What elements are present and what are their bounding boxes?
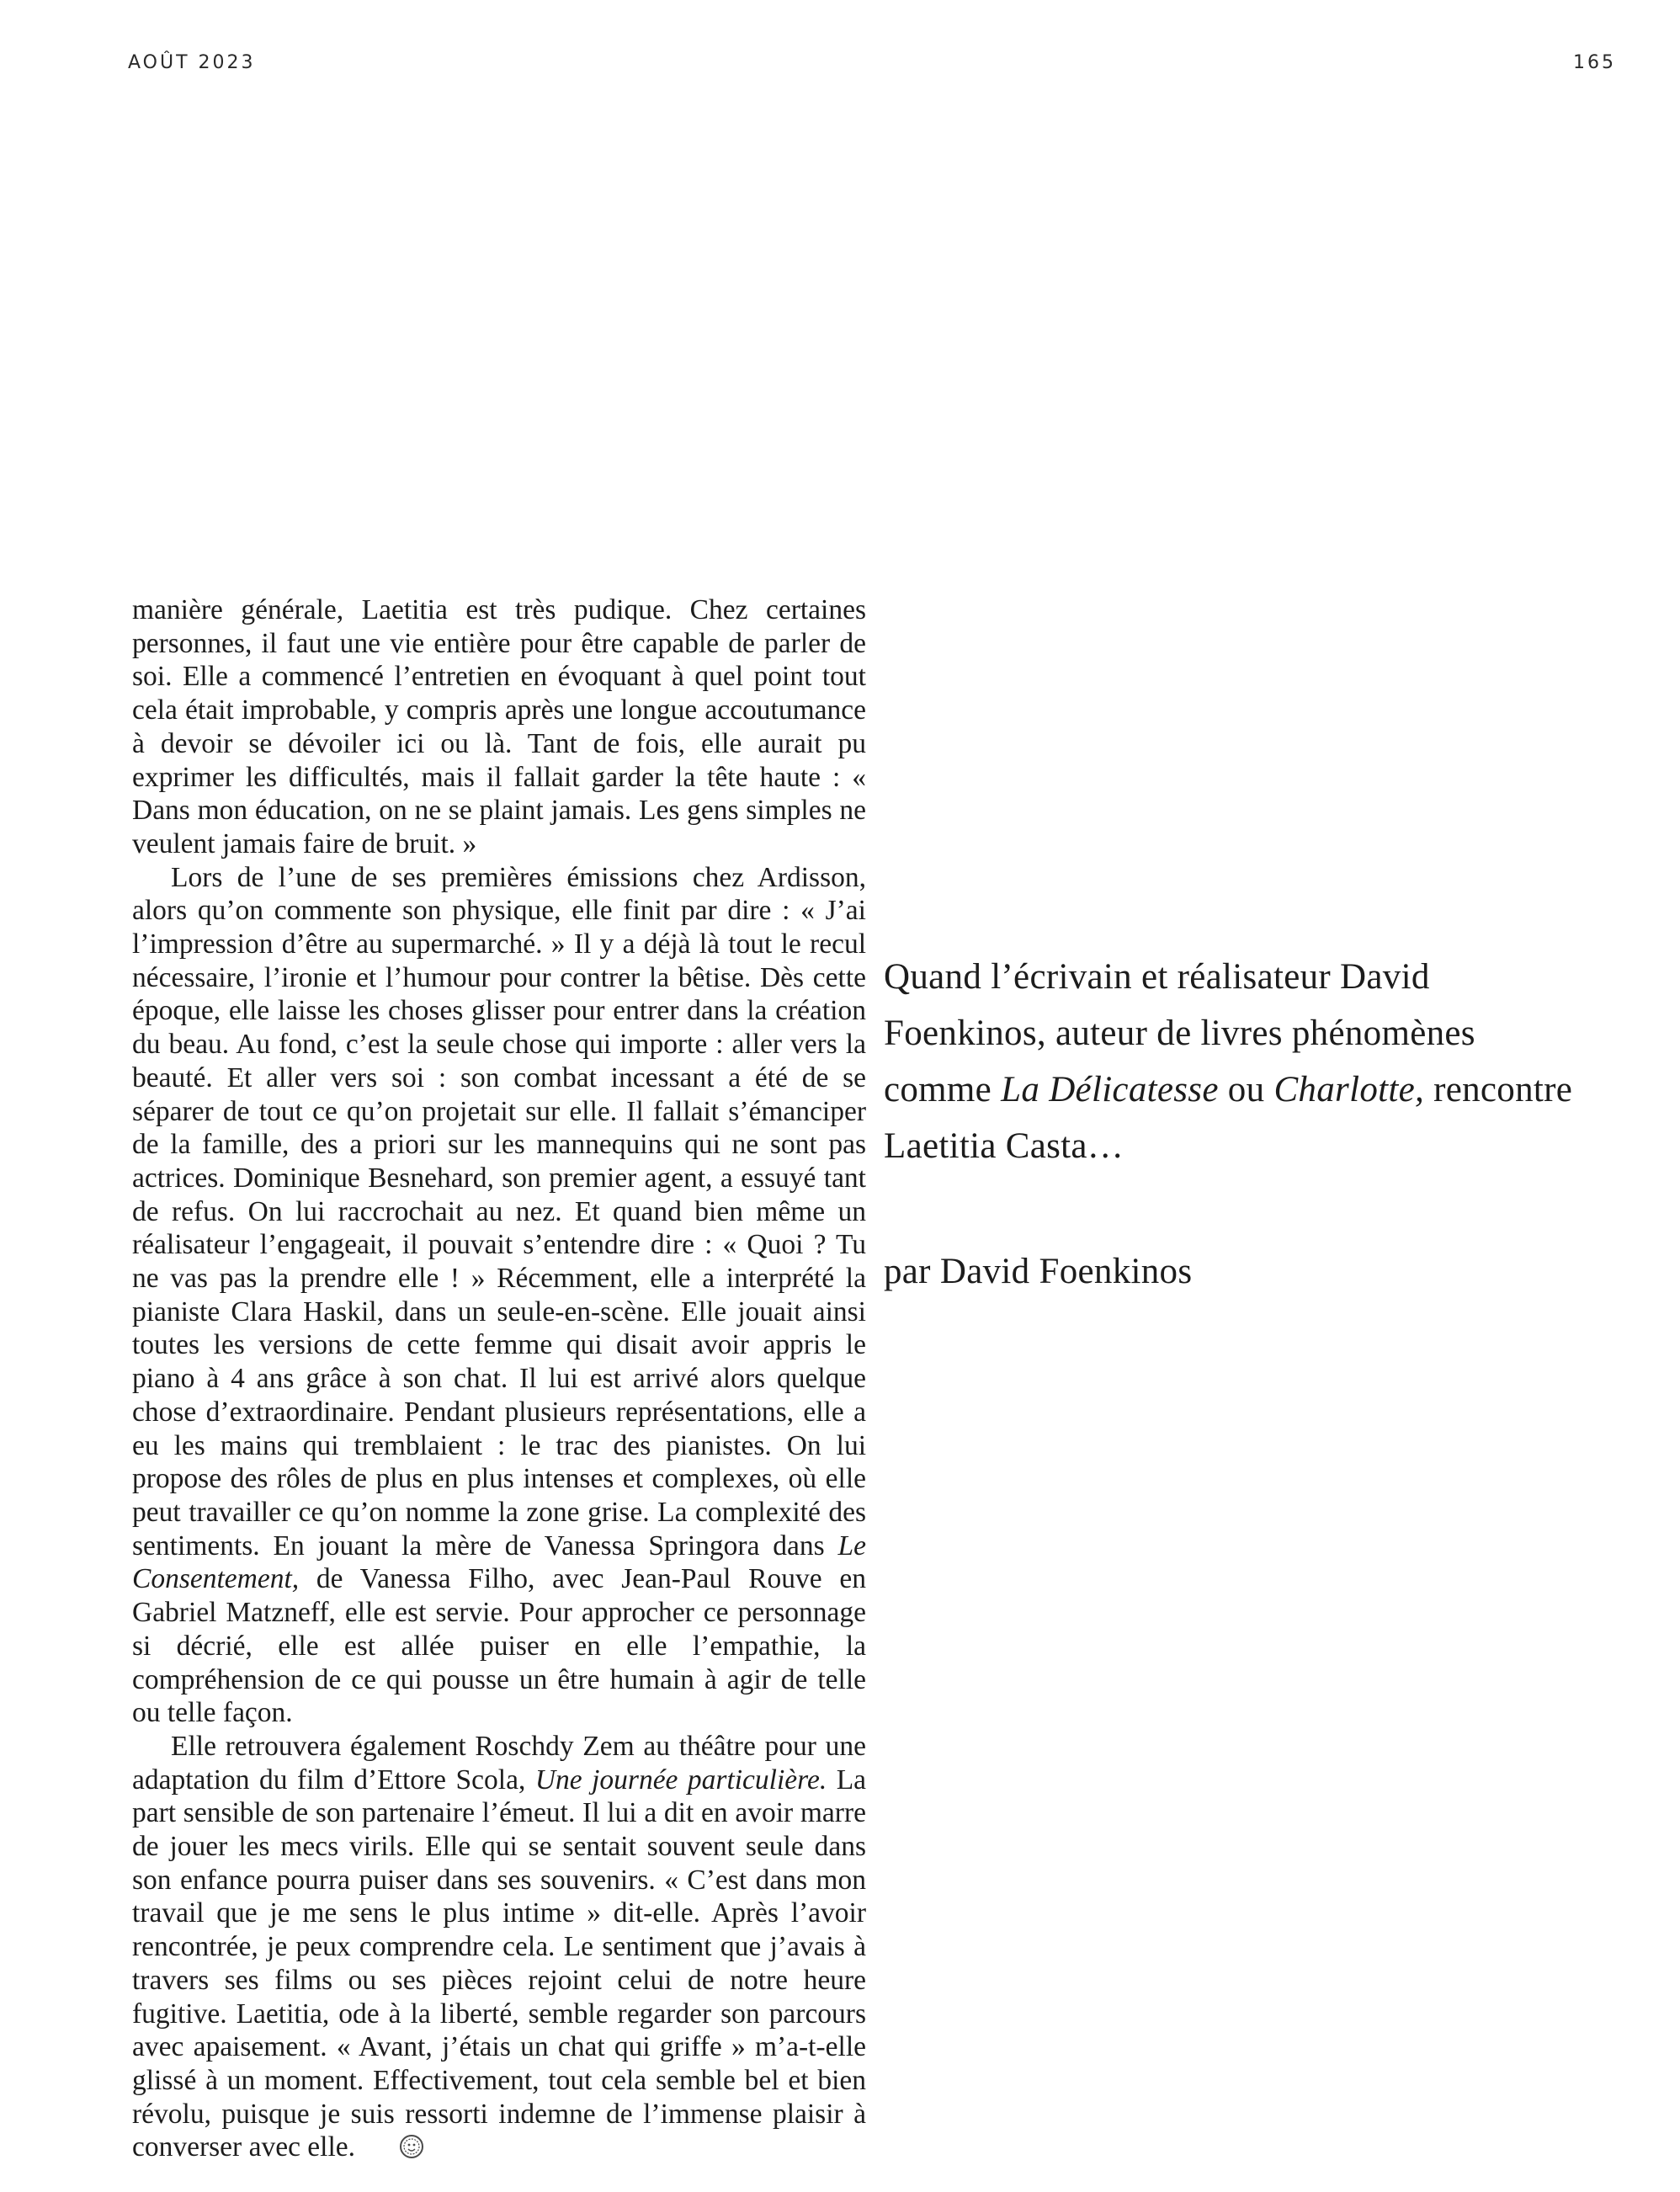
film-title: Une journée particulière. [534,1764,827,1796]
paragraph-text: Lors de l’une de ses premières émissions chez Ardisson, alors qu’on commente son physique, elle finit par dire : « J’ai l’impression d’être au supermarché. » Il y a déjà là tout le recul nécessaire, l’ironie et l’humour pour contrer la bêtise. Dès cette époque, elle laisse les choses glisser pour entrer dans la création du beau. Au fond, c’est la seule chose qui importe : aller vers la beauté. Et aller vers soi : son combat incessant a été de se séparer de tout ce qu’on projetait sur elle. Il fallait s’émanciper de la famille, des a priori sur les mannequins qui ne sont pas actrices. Dominique Besnehard, son premier agent, a essuyé tant de refus. On lui raccrochait au nez. Et quand bien même un réalisateur l’engageait, il pouvait s’entendre dire : « Quoi ? Tu ne vas pas la prendre elle ! » Récemment, elle a interprété la pianiste Clara Haskil, dans un seule-en-scène. Elle jouait ainsi toutes les versions de cette femme qui disait avoir appris le piano à 4 ans grâce à son chat. Il lui est arrivé alors quelque chose d’extraordinaire. Pendant plusieurs représentations, elle a eu les mains qui tremblaient : le trac des pianistes. On lui propose des rôles de plus en plus intenses et complexes, où elle peut travailler ce qu’on nomme la zone grise. La complexité des sentiments. En jouant la mère de Vanessa Springora dans [132,861,866,1562]
article-paragraph [132,861,866,1730]
film-title: Le Consentement, [132,1530,866,1595]
byline: par David Foenkinos [884,1252,1193,1291]
paragraph-text: Elle retrouvera également Roschdy Zem au théâtre pour une adaptation du film d’Ettore Scola, [132,1730,866,1796]
article-body [132,593,866,2164]
standfirst-segment: Quand l’écrivain et réalisateur David Foenkinos, auteur de livres phénomènes comme [884,957,1475,1109]
book-title: Charlotte, [1273,1070,1425,1109]
standfirst-segment: rencontre Laetitia Casta… [884,1070,1573,1166]
book-title: La Délicatesse [1001,1070,1219,1109]
paragraph-text: manière générale, Laetitia est très pudique. Chez certaines personnes, il faut une vie entière pour être capable de parler de soi. Elle a commencé l’entretien en évoquant à quel point tout cela était improbable, y compris après une longue accoutumance à devoir se dévoiler ici ou là. Tant de fois, elle aurait pu exprimer les difficultés, mais il fallait garder la tête haute : « Dans mon éducation, on ne se plaint jamais. Les gens simples ne veulent jamais faire de bruit. » [132,594,866,859]
page-number: 165 [1573,52,1616,73]
standfirst-text [884,949,1574,1174]
standfirst [884,949,1574,1174]
issue-date: AOÛT 2023 [128,52,256,73]
lion-emblem-icon [360,2134,385,2159]
article-paragraph [132,593,866,861]
paragraph-text: de Vanessa Filho, avec Jean-Paul Rouve en Gabriel Matzneff, elle est servie. Pour approcher ce personnage si décrié, elle est allée puiser en elle l’empathie, la compréhension de ce qui pousse un être humain à agir de telle ou telle façon. [132,1563,866,1729]
paragraph-text: La part sensible de son partenaire l’émeut. Il lui a dit en avoir marre de jouer les mecs virils. Elle qui se sentait souvent seule dans son enfance pourra puiser dans ses souvenirs. « C’est dans mon travail que je me sens le plus intime » dit-elle. Après l’avoir rencontrée, je peux comprendre cela. Le sentiment que j’avais à travers ses films ou ses pièces rejoint celui de notre heure fugitive. Laetitia, ode à la liberté, semble regarder son parcours avec apaisement. « Avant, j’étais un chat qui griffe » m’a-t-elle glissé à un moment. Effectivement, tout cela semble bel et bien révolu, puisque je suis ressorti indemne de l’immense plaisir à converser avec elle. [132,1764,867,2163]
standfirst-segment: ou [1227,1070,1265,1109]
article-paragraph [132,1730,866,2164]
